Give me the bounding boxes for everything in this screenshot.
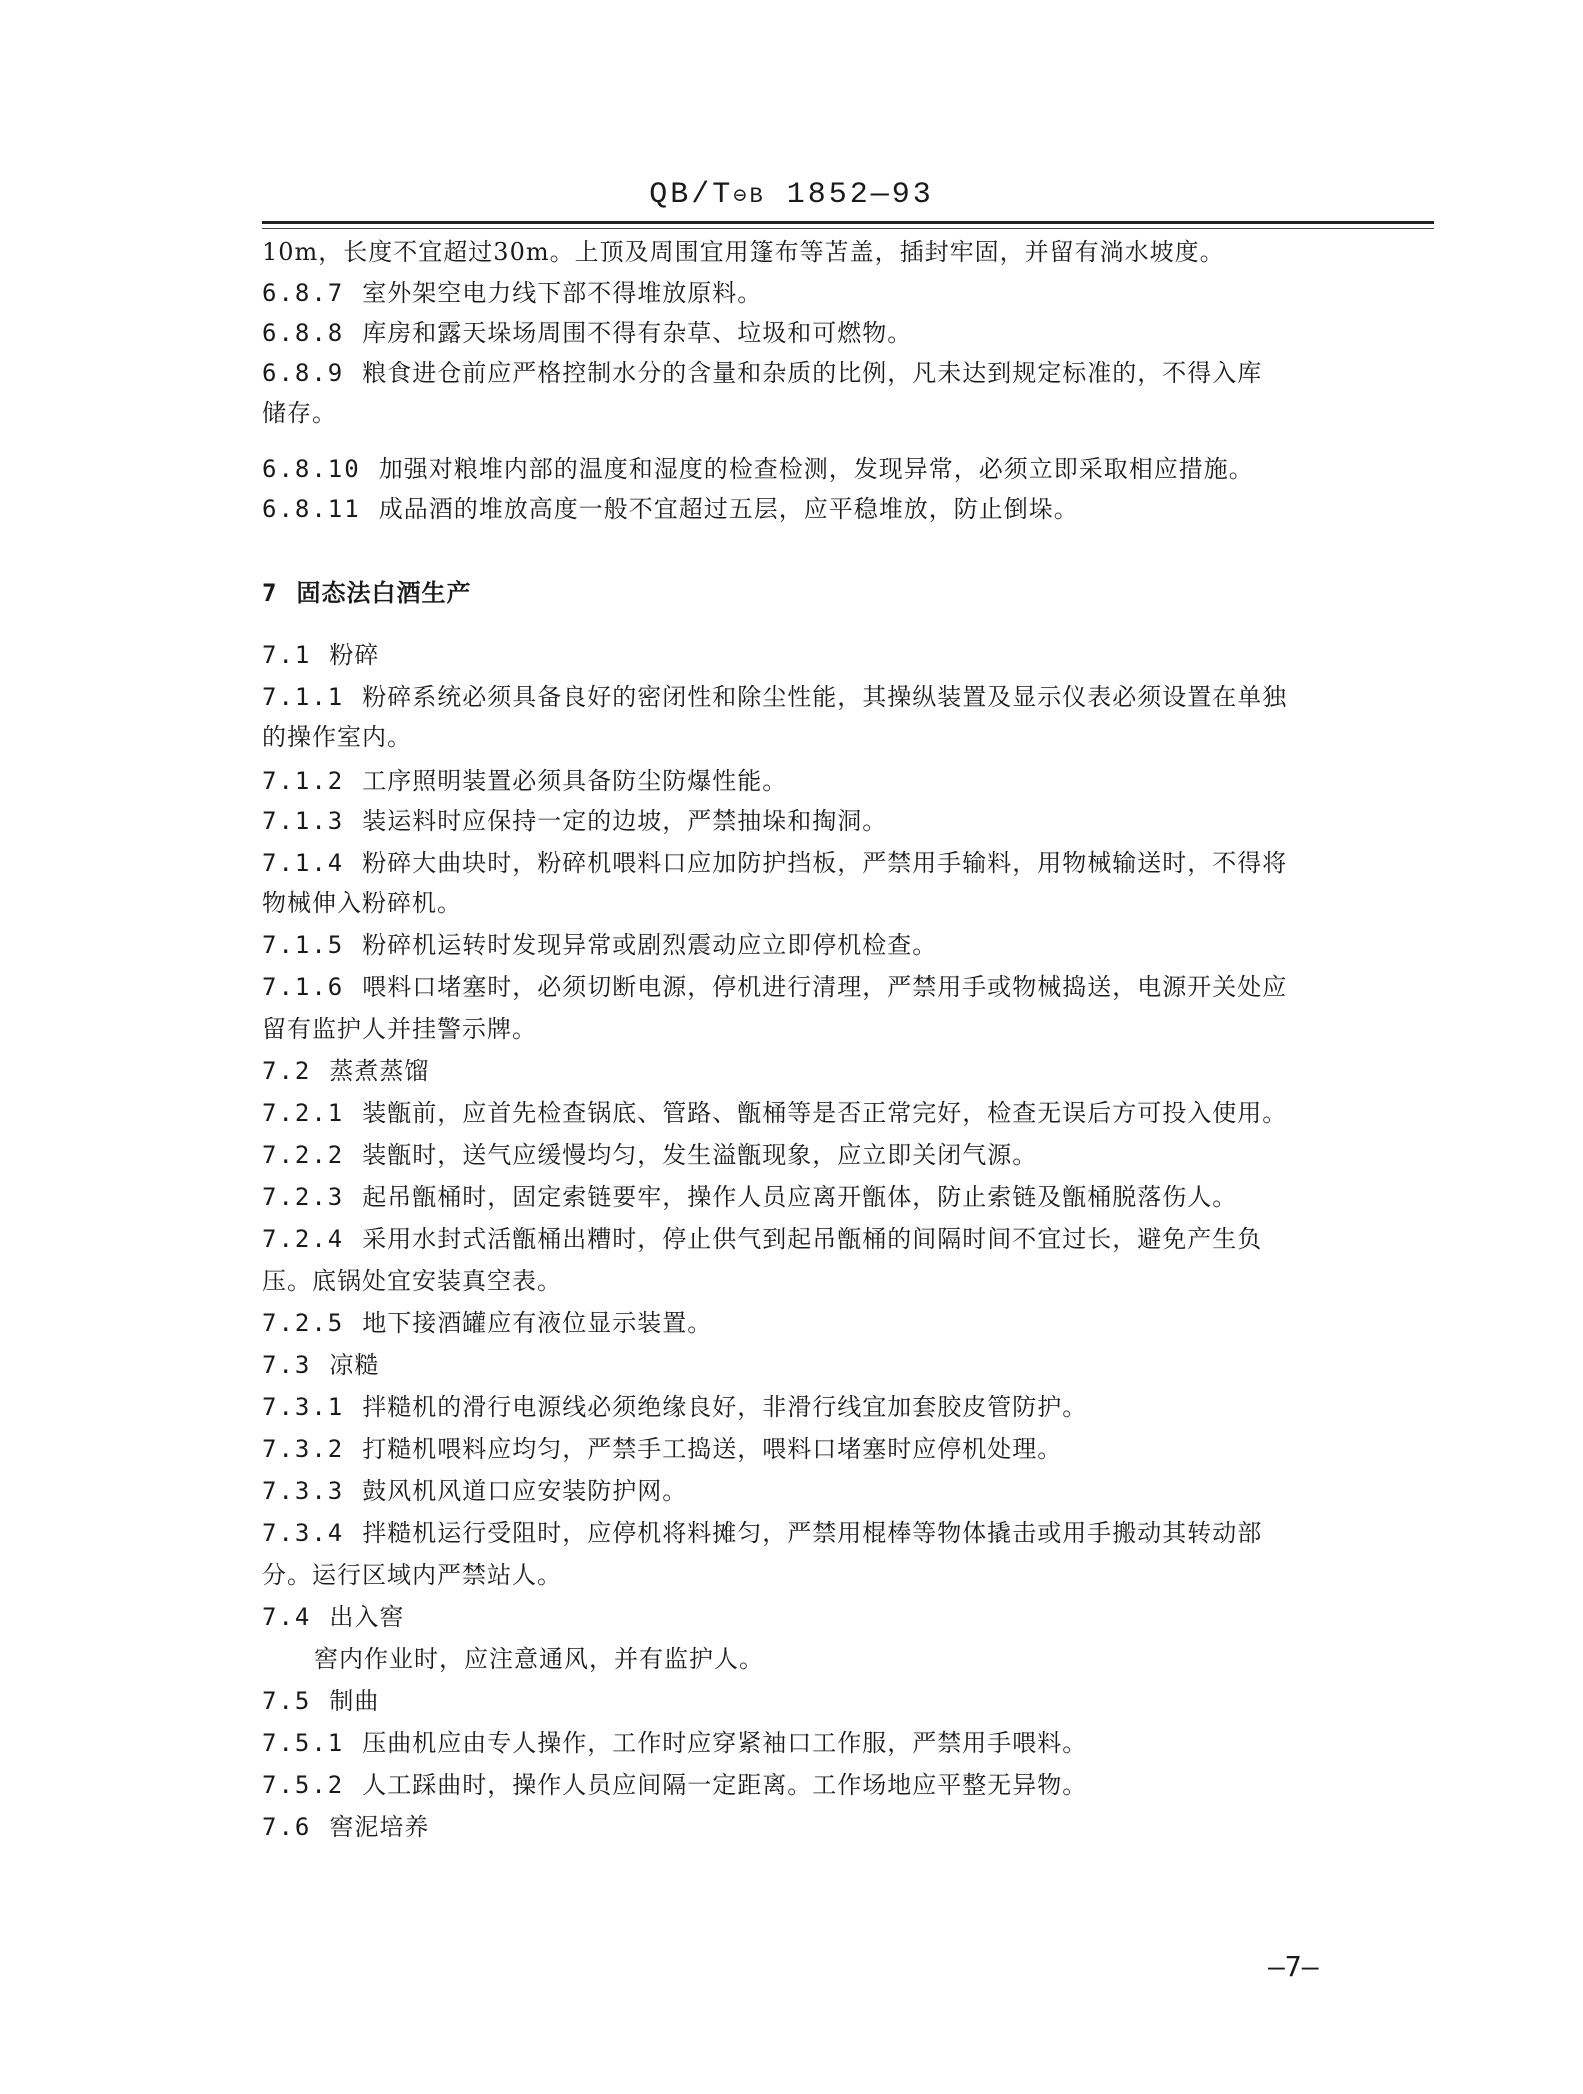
clause-number: 7.2 (262, 1057, 312, 1085)
clause-number: 7.5 (262, 1687, 312, 1715)
clause-text: 留有监护人并挂警示牌。 (262, 1015, 537, 1043)
continuation-line (314, 1644, 1486, 1674)
clause-text: 鼓风机风道口应安装防护网。 (362, 1477, 688, 1505)
header-rule-thin (262, 228, 1434, 229)
continuation-line (262, 1266, 1434, 1296)
clause-number: 7.3 (262, 1351, 312, 1379)
clause-line (262, 682, 1434, 712)
clause-text: 的操作室内。 (262, 723, 412, 751)
clause-line (262, 494, 1434, 524)
clause-text: 加强对粮堆内部的温度和湿度的检查检测，发现异常，必须立即采取相应措施。 (378, 455, 1254, 483)
clause-number: 6.8.10 (262, 455, 361, 483)
clause-line (262, 640, 1434, 670)
clause-text: 粉碎机运转时发现异常或剧烈震动应立即停机检查。 (362, 931, 938, 959)
clause-number: 7.6 (262, 1813, 312, 1841)
clause-text: 打糙机喂料应均匀，严禁手工捣送，喂料口堵塞时应停机处理。 (362, 1435, 1063, 1463)
clause-line (262, 1518, 1434, 1548)
clause-number: 7.3.3 (262, 1477, 345, 1505)
clause-text: 工序照明装置必须具备防尘防爆性能。 (362, 767, 788, 795)
clause-text: 窖泥培养 (329, 1813, 430, 1841)
clause-text: 粉碎系统必须具备良好的密闭性和除尘性能，其操纵装置及显示仪表必须设置在单独 (362, 683, 1288, 711)
clause-text: 拌糙机的滑行电源线必须绝缘良好，非滑行线宜加套胶皮管防护。 (362, 1393, 1088, 1421)
clause-text: 起吊甑桶时，固定索链要牢，操作人员应离开甑体，防止索链及甑桶脱落伤人。 (362, 1183, 1238, 1211)
clause-line (262, 278, 1434, 308)
clause-number: 6.8.8 (262, 319, 345, 347)
clause-number: 7.1.4 (262, 849, 345, 877)
clause-number: 7.1.5 (262, 931, 345, 959)
standard-number: 1852—93 (786, 178, 934, 212)
clause-text: 喂料口堵塞时，必须切断电源，停机进行清理，严禁用手或物械捣送，电源开关处应 (362, 973, 1288, 1001)
clause-line (262, 1350, 1434, 1380)
clause-number: 7.2.5 (262, 1309, 345, 1337)
clause-text: 人工踩曲时，操作人员应间隔一定距离。工作场地应平整无异物。 (362, 1771, 1088, 1799)
continuation-line (262, 237, 1434, 267)
clause-number: 7.2.1 (262, 1099, 345, 1127)
clause-text: 粉碎 (329, 641, 380, 669)
clause-number: 7.4 (262, 1603, 312, 1631)
continuation-line (262, 888, 1434, 918)
clause-line (262, 318, 1434, 348)
clause-number: 7 (262, 579, 279, 607)
clause-line (262, 930, 1434, 960)
clause-text: 分。运行区域内严禁站人。 (262, 1561, 562, 1589)
clause-text: 窖内作业时，应注意通风，并有监护人。 (314, 1645, 764, 1673)
clause-line (262, 1182, 1434, 1212)
clause-line (262, 1434, 1434, 1464)
clause-number: 7.2.3 (262, 1183, 345, 1211)
clause-number: 6.8.9 (262, 359, 345, 387)
clause-number: 7.3.1 (262, 1393, 345, 1421)
clause-number: 7.1.6 (262, 973, 345, 1001)
clause-line (262, 1686, 1434, 1716)
clause-line (262, 1812, 1434, 1842)
clause-text: 固态法白酒生产 (296, 578, 472, 607)
clause-text: 拌糙机运行受阻时，应停机将料摊匀，严禁用棍棒等物体撬击或用手搬动其转动部 (362, 1519, 1263, 1547)
clause-text: 地下接酒罐应有液位显示装置。 (362, 1309, 713, 1337)
clause-text: 蒸煮蒸馏 (329, 1057, 430, 1085)
clause-text: 凉糙 (329, 1351, 380, 1379)
standard-code: QB/T (649, 178, 734, 212)
clause-number: 7.1.1 (262, 683, 345, 711)
clause-number: 7.2.2 (262, 1141, 345, 1169)
clause-text: 装甑前，应首先检查锅底、管路、甑桶等是否正常完好，检查无误后方可投入使用。 (362, 1099, 1288, 1127)
clause-text: 储存。 (262, 399, 337, 427)
clause-text: 制曲 (329, 1687, 380, 1715)
clause-number: 7.5.2 (262, 1771, 345, 1799)
clause-line (262, 1728, 1434, 1758)
clause-line (262, 1392, 1434, 1422)
page-header (0, 178, 1583, 212)
clause-text: 压。底锅处宜安装真空表。 (262, 1267, 562, 1295)
clause-text: 粮食进仓前应严格控制水分的含量和杂质的比例，凡未达到规定标准的，不得入库 (362, 359, 1263, 387)
clause-text: 装运料时应保持一定的边坡，严禁抽垛和掏洞。 (362, 807, 888, 835)
clause-line (262, 578, 1434, 608)
clause-number: 7.1 (262, 641, 312, 669)
clause-text: 10m，长度不宜超过30m。上顶及周围宜用篷布等苫盖，插封牢固，并留有淌水坡度。 (262, 238, 1225, 266)
clause-number: 7.1.3 (262, 807, 345, 835)
clause-text: 粉碎大曲块时，粉碎机喂料口应加防护挡板，严禁用手输料，用物械输送时，不得将 (362, 849, 1288, 877)
clause-text: 物械伸入粉碎机。 (262, 889, 462, 917)
clause-text: 出入窖 (329, 1603, 405, 1631)
clause-line (262, 848, 1434, 878)
clause-text: 装甑时，送气应缓慢均匀，发生溢甑现象，应立即关闭气源。 (362, 1141, 1038, 1169)
continuation-line (262, 722, 1434, 752)
clause-text: 库房和露天垛场周围不得有杂草、垃圾和可燃物。 (362, 319, 913, 347)
clause-line (262, 806, 1434, 836)
clause-line (262, 1098, 1434, 1128)
clause-line (262, 358, 1434, 388)
clause-number: 6.8.7 (262, 279, 345, 307)
clause-line (262, 1056, 1434, 1086)
clause-number: 6.8.11 (262, 495, 361, 523)
clause-number: 7.2.4 (262, 1225, 345, 1253)
clause-line (262, 1308, 1434, 1338)
clause-text: 室外架空电力线下部不得堆放原料。 (362, 279, 763, 307)
continuation-line (262, 1014, 1434, 1044)
clause-text: 采用水封式活甑桶出糟时，停止供气到起吊甑桶的间隔时间不宜过长，避免产生负 (362, 1225, 1263, 1253)
clause-line (262, 1224, 1434, 1254)
clause-number: 7.1.2 (262, 767, 345, 795)
standard-mark: ⊖B (733, 184, 766, 209)
clause-line (262, 1140, 1434, 1170)
clause-line (262, 454, 1434, 484)
clause-number: 7.5.1 (262, 1729, 345, 1757)
clause-number: 7.3.2 (262, 1435, 345, 1463)
clause-text: 成品酒的堆放高度一般不宜超过五层，应平稳堆放，防止倒垛。 (378, 495, 1079, 523)
continuation-line (262, 1560, 1434, 1590)
clause-line (262, 1476, 1434, 1506)
clause-text: 压曲机应由专人操作，工作时应穿紧袖口工作服，严禁用手喂料。 (362, 1729, 1088, 1757)
clause-line (262, 1602, 1434, 1632)
clause-number: 7.3.4 (262, 1519, 345, 1547)
continuation-line (262, 398, 1434, 428)
header-rule (262, 221, 1434, 224)
clause-line (262, 766, 1434, 796)
clause-line (262, 1770, 1434, 1800)
clause-line (262, 972, 1434, 1002)
page-number: —7— (1268, 1950, 1319, 1983)
